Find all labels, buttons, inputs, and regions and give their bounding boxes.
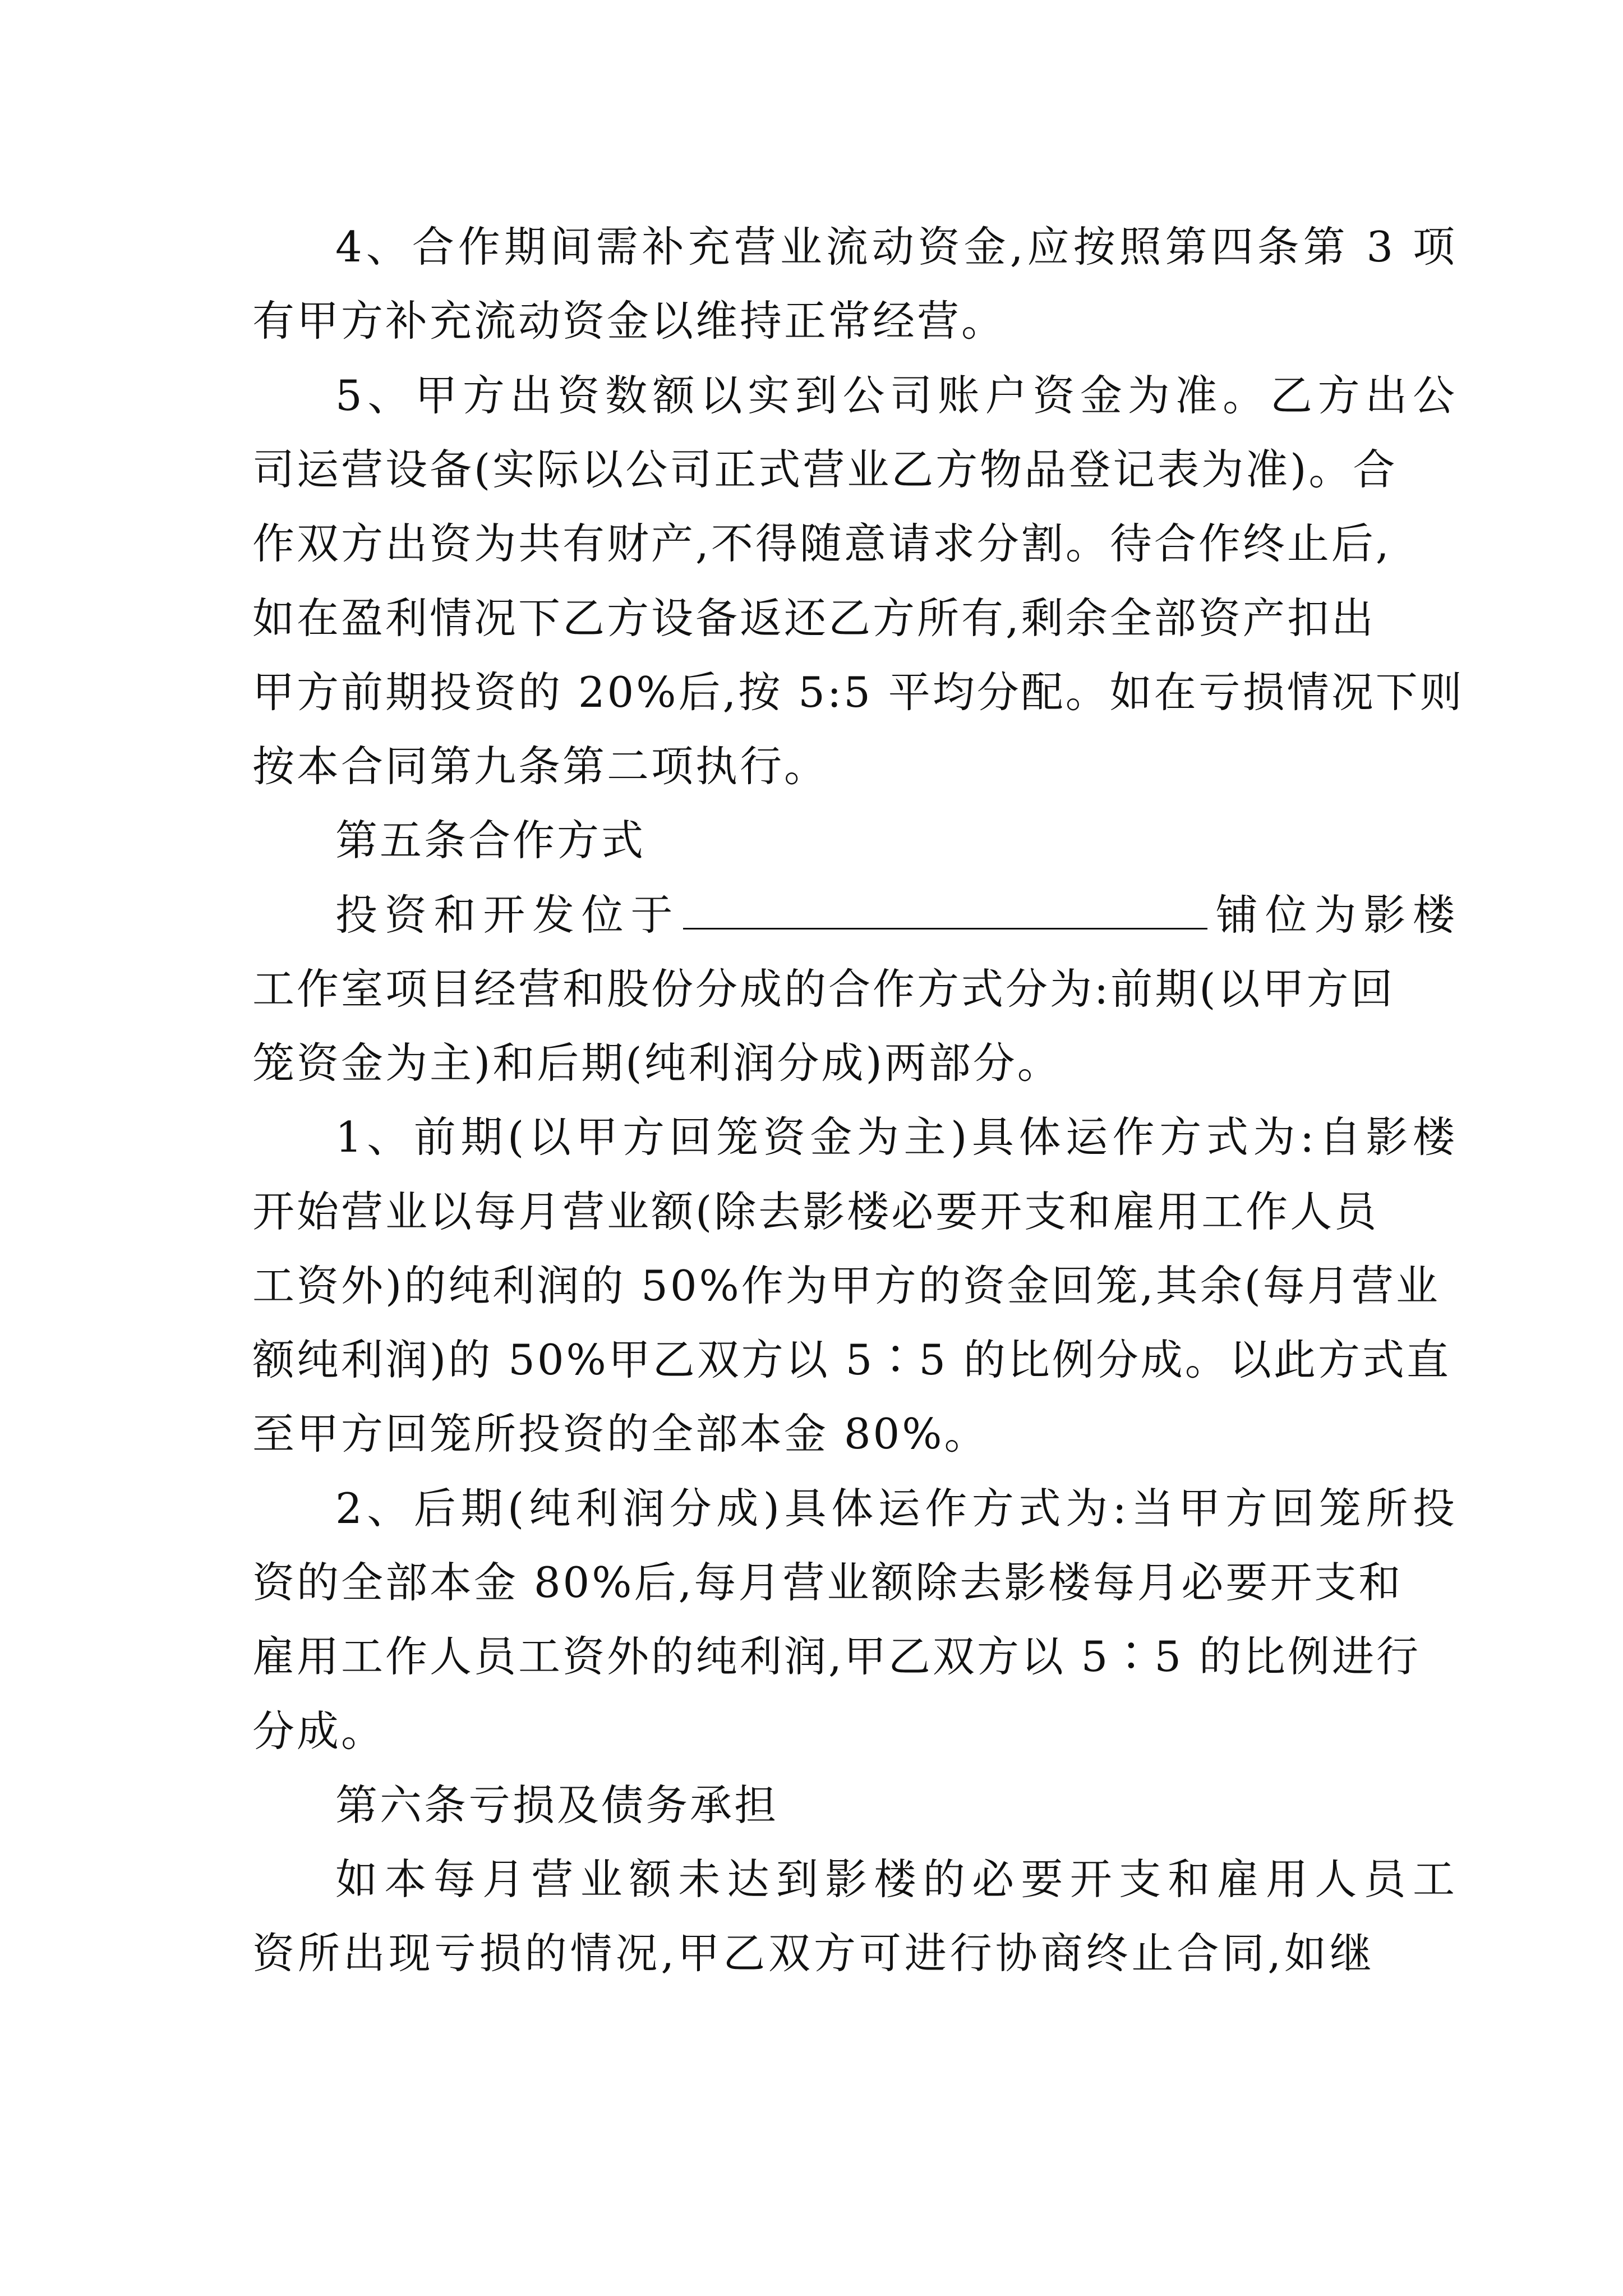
article5-intro-before-blank: 投资和开发位于 <box>335 890 680 940</box>
article5-heading: 第五条合作方式 <box>335 816 646 865</box>
item1-line1: 1、前期(以甲方回笼资金为主)具体运作方式为:自影楼 <box>335 1112 1457 1162</box>
article5-intro-line1 <box>335 884 1457 946</box>
item1-line5: 至甲方回笼所投资的全部本金 80%。 <box>252 1409 989 1458</box>
para4-line1: 4、合作期间需补充营业流动资金,应按照第四条第 3 项 <box>335 222 1457 272</box>
item2-line2: 资的全部本金 80%后,每月营业额除去影楼每月必要开支和 <box>252 1558 1403 1607</box>
para5-line5: 甲方前期投资的 20%后,按 5:5 平均分配。如在亏损情况下则 <box>252 668 1464 717</box>
item1-line4: 额纯利润)的 50%甲乙双方以 5∶5 的比例分成。以此方式直 <box>252 1335 1451 1384</box>
item2-line1: 2、后期(纯利润分成)具体运作方式为:当甲方回笼所投 <box>335 1484 1457 1533</box>
article5-intro-line2: 工作室项目经营和股份分成的合作方式分为:前期(以甲方回 <box>252 964 1395 1014</box>
location-blank-field <box>683 894 1207 930</box>
article5-intro-after-blank: 铺位为影楼 <box>1211 890 1457 940</box>
para5-line3: 作双方出资为共有财产,不得随意请求分割。待合作终止后, <box>252 519 1391 568</box>
para5-line4: 如在盈利情况下乙方设备返还乙方所有,剩余全部资产扣出 <box>252 593 1376 643</box>
para5-line1: 5、甲方出资数额以实到公司账户资金为准。乙方出公 <box>335 371 1457 420</box>
para5-line6: 按本合同第九条第二项执行。 <box>252 742 829 791</box>
article5-intro-line3: 笼资金为主)和后期(纯利润分成)两部分。 <box>252 1038 1062 1088</box>
para4-line2: 有甲方补充流动资金以维持正常经营。 <box>252 296 1006 346</box>
item2-line3: 雇用工作人员工资外的纯利润,甲乙双方以 5∶5 的比例进行 <box>252 1632 1421 1681</box>
item1-line3: 工资外)的纯利润的 50%作为甲方的资金回笼,其余(每月营业 <box>252 1261 1440 1310</box>
article6-line2: 资所出现亏损的情况,甲乙双方可进行协商终止合同,如继 <box>252 1929 1374 1978</box>
article6-line1: 如本每月营业额未达到影楼的必要开支和雇用人员工 <box>335 1855 1457 1904</box>
article6-heading: 第六条亏损及债务承担 <box>335 1780 779 1830</box>
para5-line2: 司运营设备(实际以公司正式营业乙方物品登记表为准)。合 <box>252 445 1398 494</box>
item1-line2: 开始营业以每月营业额(除去影楼必要开支和雇用工作人员 <box>252 1187 1379 1236</box>
item2-line4: 分成。 <box>252 1706 386 1756</box>
